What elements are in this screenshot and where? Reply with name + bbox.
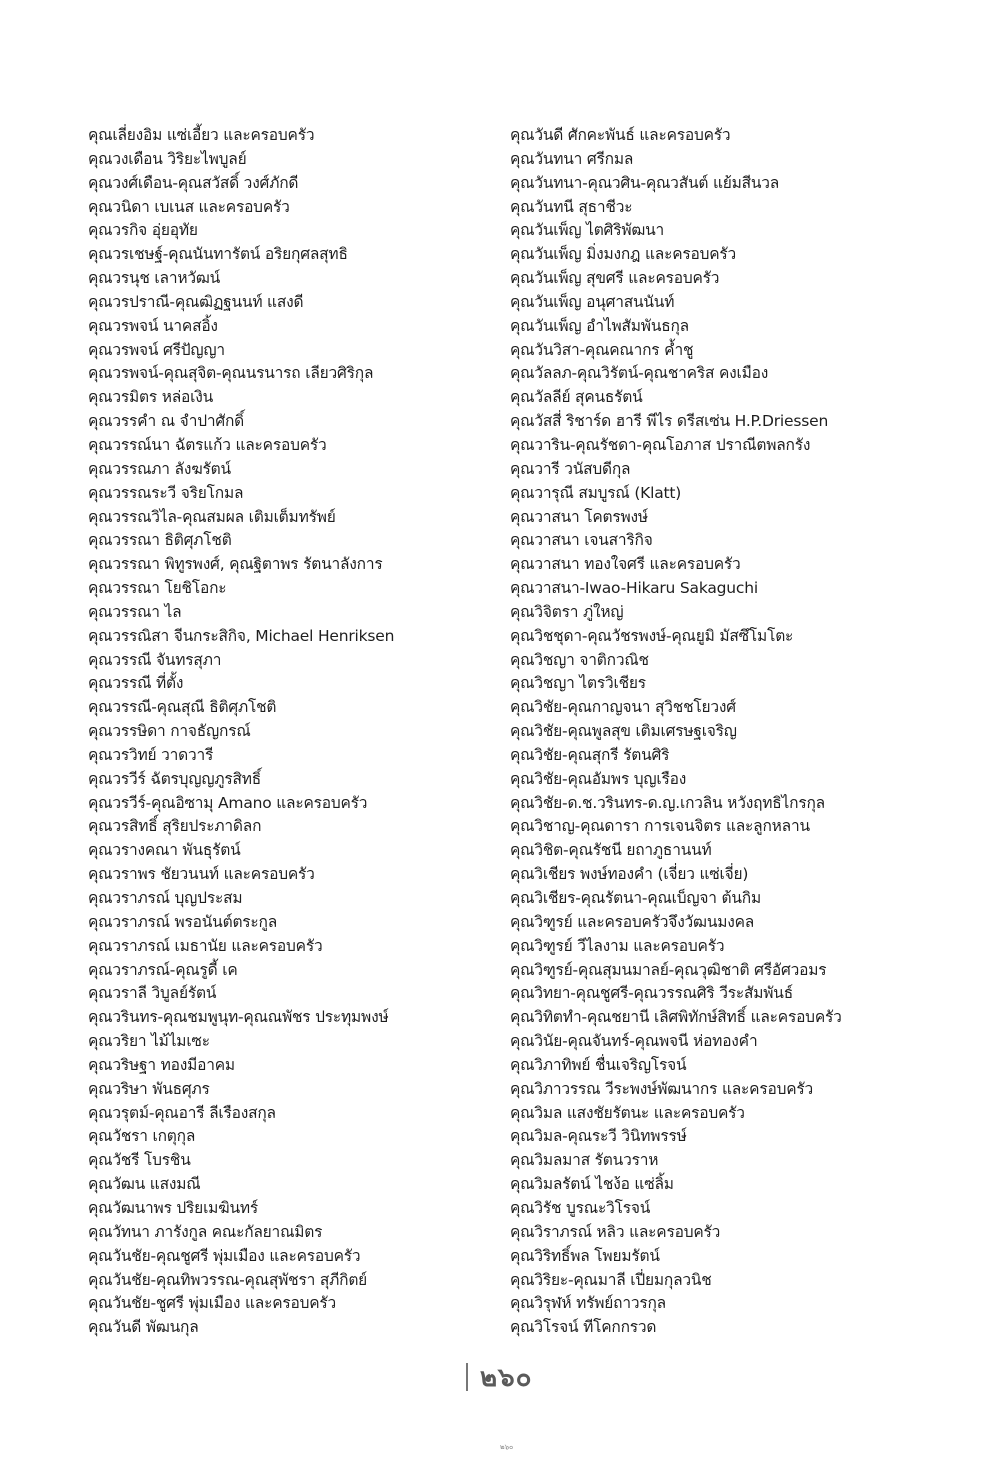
page-number: ๒๖๐ (480, 1362, 533, 1393)
name-entry: คุณวันเพ็ญ อำไพสัมพันธกุล (510, 316, 689, 335)
name-entry: คุณวิมล แสงชัยรัตนะ และครอบครัว (510, 1103, 745, 1122)
name-entry: คุณวราภรณ์ เมธานัย และครอบครัว (88, 936, 323, 955)
name-entry: คุณวิมลมาส รัตนวราห (510, 1151, 659, 1170)
name-entry: คุณวิชัย-คุณอัมพร บุญเรือง (510, 769, 687, 788)
name-entry: คุณวราภรณ์ พรอนันต์ตระกูล (88, 912, 278, 931)
footer-divider (466, 1363, 468, 1391)
name-entry: คุณวิชิต-คุณรัชนี ยถาภูธานนท์ (510, 841, 712, 860)
name-entry: คุณวันดี ศักคะพันธ์ และครอบครัว (510, 126, 731, 144)
name-entry: คุณวรวิทย์ วาดวารี (88, 745, 214, 764)
name-entry: คุณวัลลภ-คุณวิรัตน์-คุณชาคริส คงเมือง (510, 364, 769, 383)
name-entry: คุณวิริทธิ์พล โพยมรัตน์ (510, 1246, 660, 1265)
name-entry: คุณวันชัย-คุณชูศรี พุ่มเมือง และครอบครัว (88, 1246, 361, 1265)
name-entry: คุณวราพร ชัยวนนท์ และครอบครัว (88, 865, 315, 884)
name-entry: คุณวรปราณี-คุณฒิฏฐนนท์ แสงดี (88, 292, 304, 311)
name-entry: คุณวิทิตทำ-คุณชยานี เลิศพิทักษ์สิทธิ์ และครอบครัว (510, 1008, 842, 1027)
name-entry: คุณวิชัย-คุณสุกรี รัตนศิริ (510, 745, 670, 764)
name-entry: คุณวิฑูรย์ วีไลงาม และครอบครัว (510, 936, 725, 955)
name-entry: คุณวาริน-คุณรัชดา-คุณโอภาส ปราณีตพลกรัง (510, 435, 811, 454)
name-entry: คุณวรรณี-คุณสุณี ธิติศุภโชติ (88, 698, 277, 717)
name-entry: คุณวนิดา เบเนส และครอบครัว (88, 197, 290, 216)
name-entry: คุณวิรัช บูรณะวิโรจน์ (510, 1198, 651, 1217)
page-footer (466, 1362, 533, 1392)
name-entry: คุณวรรณระวี จริยโกมล (88, 483, 244, 502)
name-entry: คุณวิภาทิพย์ ชื่นเจริญโรจน์ (510, 1055, 687, 1074)
name-entry: คุณวันเพ็ญ อนุศาสนนันท์ (510, 292, 675, 311)
name-entry: คุณวิชัย-คุณกาญจนา สุวิชชโยวงศ์ (510, 698, 736, 717)
name-entry: คุณวัลลีย์ สุคนธรัตน์ (510, 388, 643, 407)
name-entry: คุณวรรณา พิทูรพงศ์, คุณฐิตาพร รัตนาลังการ (88, 555, 383, 574)
name-entry: คุณวันทนา ศรีกมล (510, 149, 634, 168)
name-entry: คุณวิเชียร-คุณรัตนา-คุณเบ็ญจา ต้นกิม (510, 889, 761, 907)
name-entry: คุณวันชัย-คุณทิพวรรณ-คุณสุพัชรา สุภีกิตย์ (88, 1270, 368, 1289)
name-entry: คุณวิทยา-คุณชูศรี-คุณวรรณศิริ วีระสัมพันธ์ (510, 984, 793, 1003)
name-entry: คุณวรวีร์-คุณอิซามุ Amano และครอบครัว (88, 793, 368, 812)
name-entry: คุณวิฑูรย์ และครอบครัวจึงวัฒนมงคล (510, 912, 755, 931)
name-entry: คุณวันเพ็ญ ไตศิริพัฒนา (510, 221, 665, 240)
name-entry: คุณวรเชษฐ์-คุณนันทารัตน์ อริยกุศลสุทธิ (88, 245, 348, 264)
right-column (510, 124, 970, 1340)
name-entry: คุณวรวีร์ ฉัตรบุญญภูรสิทธิ์ (88, 769, 262, 788)
name-entry: คุณวิชชุดา-คุณวัชรพงษ์-คุณยูมิ มัสซึโมโตะ (510, 626, 794, 645)
name-entry: คุณวัทนา ภารังกูล คณะกัลยาณมิตร (88, 1222, 323, 1241)
name-entry: คุณวรรณ์นา ฉัตรแก้ว และครอบครัว (88, 435, 327, 454)
name-entry: คุณวันชัย-ชูศรี พุ่มเมือง และครอบครัว (88, 1294, 337, 1313)
name-entry: คุณวันเพ็ญ มิ่งมงกฎ และครอบครัว (510, 245, 737, 264)
name-entry: คุณวรพจน์ ศรีปัญญา (88, 340, 225, 359)
name-entry: คุณวรรณา ธิติศุภโชติ (88, 531, 232, 550)
name-entry: คุณวิจิตรา ภู่ใหญ่ (510, 602, 624, 621)
name-entry: คุณวราภรณ์ บุญประสม (88, 889, 243, 907)
name-entry: คุณวรรณวิไล-คุณสมผล เติมเต็มทรัพย์ (88, 507, 336, 526)
name-entry: คุณวาสนา โคตรพงษ์ (510, 507, 648, 526)
name-entry: คุณเลี่ยงอิม แซ่เอี้ยว และครอบครัว (88, 126, 315, 144)
name-entry: คุณวรรษิดา กาจธัญกรณ์ (88, 722, 251, 741)
name-entry: คุณวิชัย-ด.ช.วรินทร-ด.ญ.เกวลิน หวังฤทธิไกรกุล (510, 793, 825, 812)
name-entry: คุณวงเดือน วิริยะไพบูลย์ (88, 149, 247, 168)
name-entry: คุณวิภาวรรณ วีระพงษ์พัฒนากร และครอบครัว (510, 1079, 813, 1098)
name-entry: คุณวริษา พันธศุภร (88, 1079, 210, 1098)
name-entry: คุณวิชาญ-คุณดารา การเจนจิตร และลูกหลาน (510, 817, 810, 836)
name-entry: คุณวัฒน แสงมณี (88, 1175, 201, 1194)
name-entry: คุณวรรณี จันทรสุภา (88, 650, 222, 669)
name-entry: คุณวัสสี่ ริชาร์ด ฮารี พีไร ดรีสเซ่น H.P.Driessen (510, 412, 829, 431)
name-entry: คุณวิมล-คุณระวี วินิทพรรษ์ (510, 1127, 687, 1146)
name-entry: คุณวรินทร-คุณชมพูนุท-คุณณพัชร ประทุมพงษ์ (88, 1008, 389, 1027)
name-entry: คุณวันวิสา-คุณคณากร ค้ำชู (510, 340, 694, 359)
name-entry: คุณวิชญา ไตรวิเชียร (510, 674, 646, 693)
name-entry: คุณวัชรา เกตุกุล (88, 1127, 196, 1146)
name-entry: คุณวรสิทธิ์ สุริยประภาดิลก (88, 817, 262, 836)
name-entry: คุณวันเพ็ญ สุขศรี และครอบครัว (510, 269, 720, 288)
name-entry: คุณวรมิตร หล่อเงิน (88, 388, 213, 407)
name-entry: คุณวริยา ไม้ไมเซะ (88, 1032, 210, 1051)
name-entry: คุณวรรคำ ณ จำปาศักดิ์ (88, 412, 245, 431)
name-entry: คุณวรรณภา ลังฆรัตน์ (88, 459, 231, 478)
name-entry: คุณวันทนี สุธาชีวะ (510, 197, 633, 216)
name-entry: คุณวิโรจน์ ทีโคกกรวด (510, 1318, 657, 1337)
name-entry: คุณวราลี วิบูลย์รัตน์ (88, 984, 217, 1003)
name-entry: คุณวิริยะ-คุณมาลี เปี่ยมกุลวนิช (510, 1270, 712, 1289)
name-entry: คุณวิฑูรย์-คุณสุมนมาลย์-คุณวุฒิชาติ ศรีอัศวอมร (510, 960, 827, 979)
name-entry: คุณวรรณิสา จีนกระสิกิจ, Michael Henriksen (88, 626, 395, 645)
name-entry: คุณวัชรี โบรชิน (88, 1151, 191, 1170)
name-entry: คุณวรางคณา พันธุรัตน์ (88, 841, 241, 860)
name-entry: คุณวัฒนาพร ปริยเมฆินทร์ (88, 1198, 259, 1217)
name-entry: คุณวิชญา จาติกวณิช (510, 650, 649, 669)
name-entry: คุณวราภรณ์-คุณรูดี้ เค (88, 960, 238, 979)
name-entry: คุณวาสนา-Iwao-Hikaru Sakaguchi (510, 579, 758, 598)
name-entry: คุณวารี วนัสบดีกุล (510, 459, 631, 478)
name-entry: คุณวิมลรัตน์ ไชง้อ แซ่ลิ้ม (510, 1175, 674, 1194)
name-entry: คุณวรรณา ไล (88, 602, 182, 621)
name-entry: คุณวรพจน์ นาคสอิ้ง (88, 316, 218, 335)
name-entry: คุณวรกิจ อุ่ยอุทัย (88, 221, 198, 240)
name-entry: คุณวรพจน์-คุณสุจิต-คุณนรนารถ เลียวศิริกุล (88, 364, 374, 383)
name-entry: คุณวรรณา โยชิโอกะ (88, 579, 227, 598)
name-entry: คุณวิราภรณ์ หลิว และครอบครัว (510, 1222, 721, 1241)
name-entry: คุณวรรณี ที่ตั้ง (88, 674, 184, 693)
name-entry: คุณวาสนา เจนสาริกิจ (510, 531, 653, 550)
name-entry: คุณวิรุฬห์ ทรัพย์ถาวรกุล (510, 1294, 666, 1313)
name-entry: คุณวิชัย-คุณพูลสุข เติมเศรษฐเจริญ (510, 722, 737, 741)
name-entry: คุณวริษฐา ทองมีอาคม (88, 1055, 235, 1074)
name-entry: คุณวรนุช เลาหวัฒน์ (88, 269, 221, 288)
name-entry: คุณวรุตม์-คุณอารี ลีเรืองสกุล (88, 1103, 276, 1122)
tiny-page-number: ๒๖๐ (500, 1443, 514, 1451)
name-entry: คุณวงศ์เดือน-คุณสวัสดิ์ วงศ์ภักดี (88, 173, 299, 192)
name-entry: คุณวันทนา-คุณวศิน-คุณวสันต์ แย้มสีนวล (510, 173, 780, 192)
name-entry: คุณวินัย-คุณจันทร์-คุณพจนี ห่อทองคำ (510, 1032, 758, 1051)
name-entry: คุณวันดี พัฒนกุล (88, 1318, 199, 1337)
name-entry: คุณวารุณี สมบูรณ์ (Klatt) (510, 483, 682, 502)
name-entry: คุณวิเชียร พงษ์ทองคำ (เจี่ยว แซ่เจี่ย) (510, 865, 749, 884)
left-column (88, 124, 508, 1340)
name-entry: คุณวาสนา ทองใจศรี และครอบครัว (510, 555, 741, 574)
